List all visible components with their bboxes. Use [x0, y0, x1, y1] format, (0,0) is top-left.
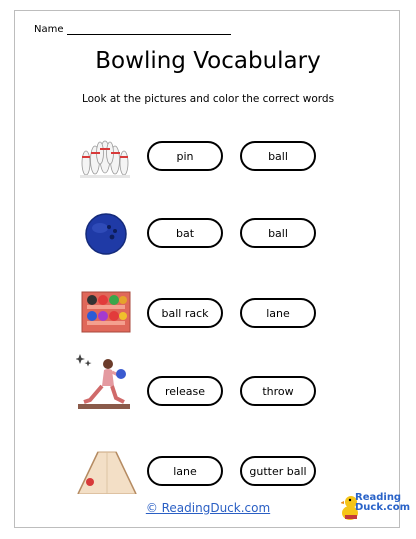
- answer-option[interactable]: lane: [240, 298, 316, 328]
- question-row-1: [0, 123, 416, 193]
- bowling-ball-icon: [76, 200, 136, 270]
- question-row-2: [0, 200, 416, 270]
- answer-option[interactable]: bat: [147, 218, 223, 248]
- logo-text-line2: Duck.com: [355, 502, 411, 513]
- name-line[interactable]: [67, 25, 231, 35]
- logo-text-line1: Reading: [355, 492, 402, 503]
- instructions: Look at the pictures and color the correct words: [81, 93, 335, 105]
- answer-option[interactable]: ball rack: [147, 298, 223, 328]
- bowling-pins-icon: [76, 123, 136, 193]
- question-row-4: [0, 352, 416, 422]
- answer-option[interactable]: gutter ball: [240, 456, 316, 486]
- name-label: Name: [34, 24, 64, 35]
- answer-option[interactable]: pin: [147, 141, 223, 171]
- readingduck-link[interactable]: © ReadingDuck.com: [145, 501, 271, 515]
- answer-option[interactable]: ball: [240, 141, 316, 171]
- answer-option[interactable]: release: [147, 376, 223, 406]
- bowling-lane-icon: [76, 438, 136, 508]
- bowler-release-icon: [76, 352, 136, 422]
- name-field[interactable]: [34, 24, 231, 35]
- ball-rack-icon: [76, 282, 136, 352]
- readingduck-logo: [341, 489, 411, 523]
- answer-option[interactable]: throw: [240, 376, 316, 406]
- question-row-3: [0, 282, 416, 352]
- answer-option[interactable]: ball: [240, 218, 316, 248]
- page-title: Bowling Vocabulary: [95, 48, 321, 74]
- answer-option[interactable]: lane: [147, 456, 223, 486]
